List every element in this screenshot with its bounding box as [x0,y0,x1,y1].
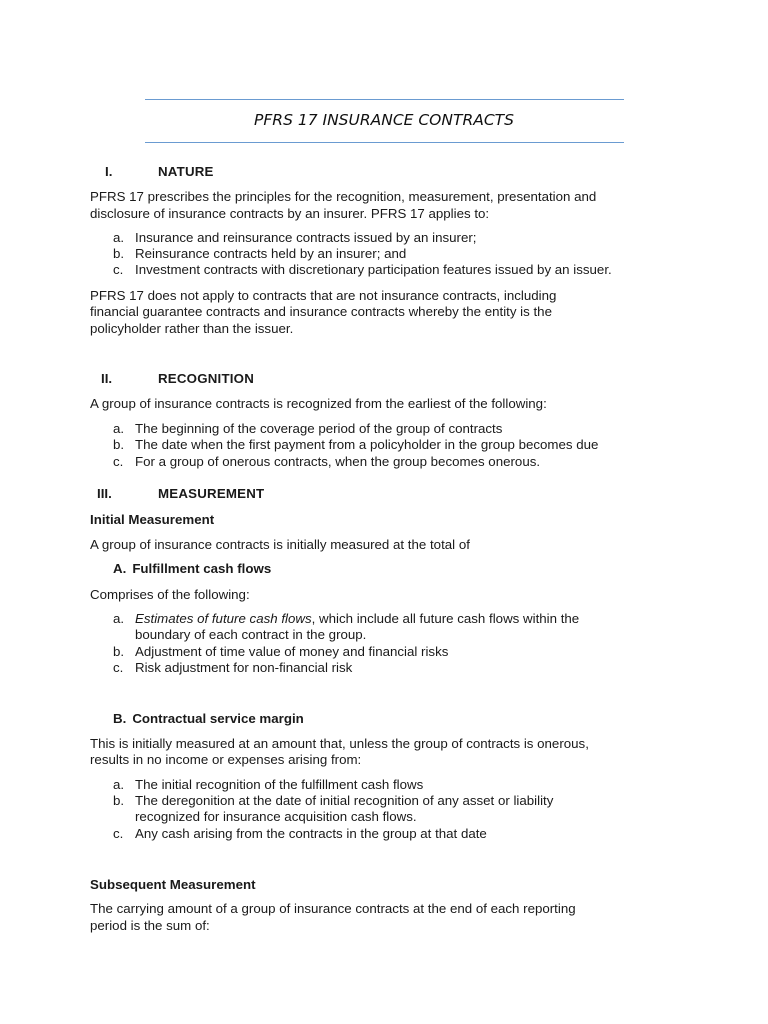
list-marker: c. [113,262,124,277]
csm-heading-text: Contractual service margin [132,711,304,726]
csm-letter: B. [113,711,127,726]
list-marker: a. [113,777,125,792]
list-text-rest: , which include all future cash flows within the [311,611,580,626]
section-heading-measurement: MEASUREMENT [158,486,265,501]
list-text: Investment contracts with discretionary participation features issued by an issuer. [135,262,612,277]
nature-intro-line-2: disclosure of insurance contracts by an insurer. PFRS 17 applies to: [90,206,490,221]
list-marker: c. [113,826,124,841]
section-numeral-measurement: III. [97,486,112,501]
list-marker: a. [113,421,125,436]
nature-exclusion-line-1: PFRS 17 does not apply to contracts that are not insurance contracts, including [90,288,557,303]
initial-measurement-heading: Initial Measurement [90,512,215,527]
nature-intro-line-1: PFRS 17 prescribes the principles for the recognition, measurement, presentation and [90,189,597,204]
list-marker: a. [113,230,125,245]
list-text: For a group of onerous contracts, when the group becomes onerous. [135,454,541,469]
fcf-intro: Comprises of the following: [90,587,250,602]
list-text: Any cash arising from the contracts in the group at that date [135,826,487,841]
section-numeral-recognition: II. [101,371,113,386]
list-text: Reinsurance contracts held by an insurer; and [135,246,407,261]
list-text: The date when the first payment from a policyholder in the group becomes due [135,437,599,452]
section-heading-nature: NATURE [158,164,214,179]
document-title: PFRS 17 INSURANCE CONTRACTS [254,111,514,129]
nature-exclusion-line-2: financial guarantee contracts and insurance contracts whereby the entity is the [90,304,552,319]
list-text: Risk adjustment for non-financial risk [135,660,353,675]
list-text [135,611,675,628]
list-marker: b. [113,644,125,659]
fcf-heading [113,561,271,578]
list-text-emphasis: Estimates of future cash flows [135,611,312,626]
list-text: Insurance and reinsurance contracts issued by an insurer; [135,230,477,245]
fcf-heading-text: Fulfillment cash flows [132,561,272,576]
title-bottom-rule [145,142,624,143]
list-text: recognized for insurance acquisition cash flows. [135,809,417,824]
list-text: The initial recognition of the fulfillment cash flows [135,777,424,792]
subsequent-measurement-line-2: period is the sum of: [90,918,210,933]
fcf-letter: A. [113,561,127,576]
subsequent-measurement-line-1: The carrying amount of a group of insurance contracts at the end of each reporting [90,901,576,916]
subsequent-measurement-heading: Subsequent Measurement [90,877,256,892]
list-text: The beginning of the coverage period of the group of contracts [135,421,503,436]
list-marker: a. [113,611,125,626]
initial-measurement-intro: A group of insurance contracts is initially measured at the total of [90,537,470,552]
list-marker: b. [113,246,125,261]
list-text: Adjustment of time value of money and financial risks [135,644,449,659]
section-heading-recognition: RECOGNITION [158,371,255,386]
csm-intro-line-1: This is initially measured at an amount that, unless the group of contracts is onerous, [90,736,589,751]
csm-intro-line-2: results in no income or expenses arising from: [90,752,362,767]
list-marker: c. [113,454,124,469]
list-text: boundary of each contract in the group. [135,627,367,642]
list-text: The deregonition at the date of initial recognition of any asset or liability [135,793,554,808]
list-marker: b. [113,793,125,808]
nature-exclusion-line-3: policyholder rather than the issuer. [90,321,294,336]
title-top-rule [145,99,624,100]
section-numeral-nature: I. [105,164,113,179]
csm-heading [113,711,304,728]
list-marker: b. [113,437,125,452]
list-marker: c. [113,660,124,675]
recognition-intro: A group of insurance contracts is recognized from the earliest of the following: [90,396,547,411]
